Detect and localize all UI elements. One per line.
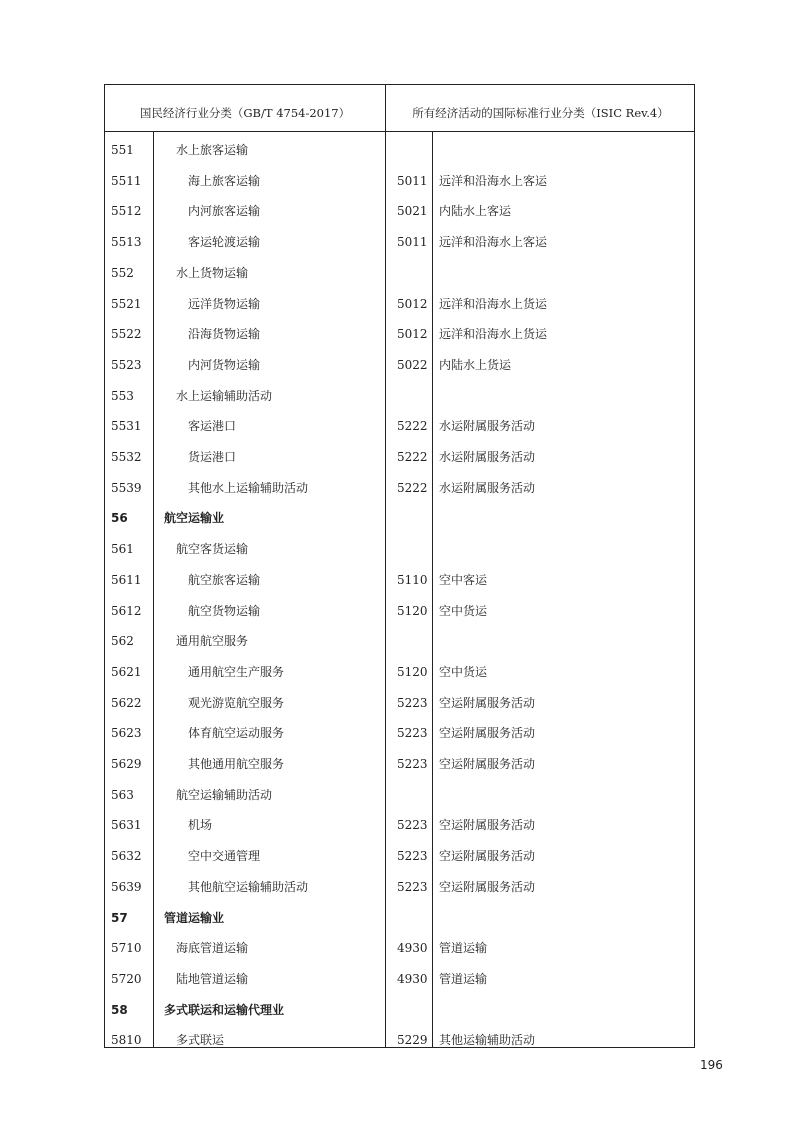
gb-name: 多式联运和运输代理业	[164, 1002, 285, 1017]
gb-code: 5612	[111, 603, 142, 618]
isic-code: 5223	[397, 695, 428, 710]
table-row	[105, 411, 694, 441]
gb-name: 海底管道运输	[176, 941, 249, 956]
gb-code: 5623	[111, 726, 142, 741]
isic-code: 5011	[397, 235, 428, 250]
gb-name: 机场	[188, 818, 213, 833]
gb-name: 航空货物运输	[188, 603, 261, 618]
gb-code: 5621	[111, 664, 142, 679]
isic-code: 5021	[397, 204, 428, 219]
gb-code: 5522	[111, 327, 142, 342]
isic-name: 空中货运	[439, 664, 488, 679]
header-divider	[105, 131, 694, 132]
table-row	[105, 534, 694, 564]
gb-name: 其他水上运输辅助活动	[188, 480, 309, 495]
gb-name: 内河旅客运输	[188, 204, 261, 219]
table-row	[105, 810, 694, 840]
gb-code: 5810	[111, 1033, 142, 1048]
gb-code: 58	[111, 1002, 128, 1017]
gb-code: 562	[111, 634, 134, 649]
isic-name: 内陆水上货运	[439, 357, 512, 372]
isic-code: 5223	[397, 849, 428, 864]
isic-name: 空运附属服务活动	[439, 726, 536, 741]
gb-code: 5631	[111, 818, 142, 833]
gb-name: 陆地管道运输	[176, 971, 249, 986]
gb-code: 5511	[111, 173, 142, 188]
gb-code: 5632	[111, 849, 142, 864]
isic-code: 5120	[397, 664, 428, 679]
gb-code: 5639	[111, 879, 142, 894]
gb-name: 多式联运	[176, 1033, 225, 1048]
gb-code: 5622	[111, 695, 142, 710]
isic-code: 5110	[397, 572, 428, 587]
isic-code: 5223	[397, 726, 428, 741]
table-row	[105, 227, 694, 257]
industry-classification-table	[104, 84, 695, 1048]
isic-code: 5223	[397, 879, 428, 894]
gb-name: 水上货物运输	[176, 265, 249, 280]
table-row	[105, 780, 694, 810]
gb-code: 5513	[111, 235, 142, 250]
gb-code: 5521	[111, 296, 142, 311]
isic-name: 管道运输	[439, 971, 488, 986]
isic-code: 5120	[397, 603, 428, 618]
table-row	[105, 289, 694, 319]
table-row	[105, 135, 694, 165]
isic-name: 空运附属服务活动	[439, 695, 536, 710]
gb-code: 5720	[111, 971, 142, 986]
gb-name: 航空运输业	[164, 511, 225, 526]
isic-name: 远洋和沿海水上客运	[439, 173, 548, 188]
gb-code: 553	[111, 388, 134, 403]
isic-code: 5012	[397, 296, 428, 311]
gb-code: 561	[111, 542, 134, 557]
table-row	[105, 258, 694, 288]
table-row	[105, 473, 694, 503]
isic-code: 5022	[397, 357, 428, 372]
table-row	[105, 749, 694, 779]
isic-name: 空运附属服务活动	[439, 818, 536, 833]
table-row	[105, 718, 694, 748]
gb-name: 管道运输业	[164, 910, 225, 925]
table-row	[105, 872, 694, 902]
table-row	[105, 688, 694, 718]
gb-code: 5512	[111, 204, 142, 219]
isic-name: 空运附属服务活动	[439, 849, 536, 864]
isic-code: 4930	[397, 971, 428, 986]
table-row	[105, 596, 694, 626]
isic-code: 5223	[397, 818, 428, 833]
table-row	[105, 442, 694, 472]
gb-name: 通用航空生产服务	[188, 664, 285, 679]
isic-name: 空中客运	[439, 572, 488, 587]
page-number: 196	[700, 1058, 723, 1072]
gb-name: 客运轮渡运输	[188, 235, 261, 250]
isic-code: 5222	[397, 450, 428, 464]
isic-name: 水运附属服务活动	[439, 480, 536, 495]
isic-name: 远洋和沿海水上货运	[439, 327, 548, 342]
gb-name: 其他航空运输辅助活动	[188, 879, 309, 894]
isic-name: 空中货运	[439, 603, 488, 618]
table-row	[105, 503, 694, 533]
table-row	[105, 626, 694, 656]
isic-name: 远洋和沿海水上货运	[439, 296, 548, 311]
gb-code: 551	[111, 143, 134, 157]
gb-code: 5611	[111, 572, 142, 587]
gb-code: 57	[111, 910, 128, 925]
gb-name: 航空运输辅助活动	[176, 787, 273, 802]
isic-name: 空运附属服务活动	[439, 757, 536, 771]
table-row	[105, 381, 694, 411]
gb-name: 观光游览航空服务	[188, 695, 285, 710]
gb-name: 其他通用航空服务	[188, 757, 285, 771]
isic-name: 水运附属服务活动	[439, 419, 536, 434]
isic-name: 远洋和沿海水上客运	[439, 235, 548, 250]
table-row	[105, 319, 694, 349]
gb-code: 552	[111, 265, 134, 280]
isic-code: 5222	[397, 480, 428, 495]
gb-code: 5629	[111, 757, 142, 771]
gb-name: 空中交通管理	[188, 849, 261, 864]
isic-name: 空运附属服务活动	[439, 879, 536, 894]
isic-code: 5012	[397, 327, 428, 342]
gb-code: 5531	[111, 419, 142, 434]
isic-code: 5223	[397, 757, 428, 771]
gb-code: 5523	[111, 357, 142, 372]
table-row	[105, 565, 694, 595]
gb-name: 航空客货运输	[176, 542, 249, 557]
isic-code: 4930	[397, 941, 428, 956]
gb-name: 海上旅客运输	[188, 173, 261, 188]
isic-name: 管道运输	[439, 941, 488, 956]
header-left: 国民经济行业分类（GB/T 4754-2017）	[139, 106, 351, 120]
gb-code: 5539	[111, 480, 142, 495]
gb-name: 通用航空服务	[176, 634, 249, 649]
table-row	[105, 903, 694, 933]
gb-name: 货运港口	[188, 450, 237, 464]
gb-name: 客运港口	[188, 419, 237, 434]
table-row	[105, 657, 694, 687]
gb-code: 563	[111, 787, 134, 802]
gb-name: 航空旅客运输	[188, 572, 261, 587]
gb-code: 56	[111, 511, 128, 526]
gb-name: 沿海货物运输	[188, 327, 261, 342]
gb-name: 体育航空运动服务	[188, 726, 285, 741]
table-row	[105, 350, 694, 380]
table-row	[105, 196, 694, 226]
table-row	[105, 1025, 694, 1055]
isic-name: 水运附属服务活动	[439, 450, 536, 464]
gb-code: 5532	[111, 450, 142, 464]
isic-name: 内陆水上客运	[439, 204, 512, 219]
header-right: 所有经济活动的国际标准行业分类（ISIC Rev.4）	[412, 106, 669, 120]
isic-code: 5222	[397, 419, 428, 434]
isic-code: 5229	[397, 1033, 428, 1048]
gb-name: 内河货物运输	[188, 357, 261, 372]
isic-name: 其他运输辅助活动	[439, 1033, 536, 1048]
table-row	[105, 995, 694, 1025]
table-row	[105, 933, 694, 963]
gb-name: 水上运输辅助活动	[176, 388, 273, 403]
table-row	[105, 841, 694, 871]
table-row	[105, 964, 694, 994]
gb-name: 水上旅客运输	[176, 143, 249, 157]
gb-name: 远洋货物运输	[188, 296, 261, 311]
table-row	[105, 166, 694, 196]
gb-code: 5710	[111, 941, 142, 956]
isic-code: 5011	[397, 173, 428, 188]
